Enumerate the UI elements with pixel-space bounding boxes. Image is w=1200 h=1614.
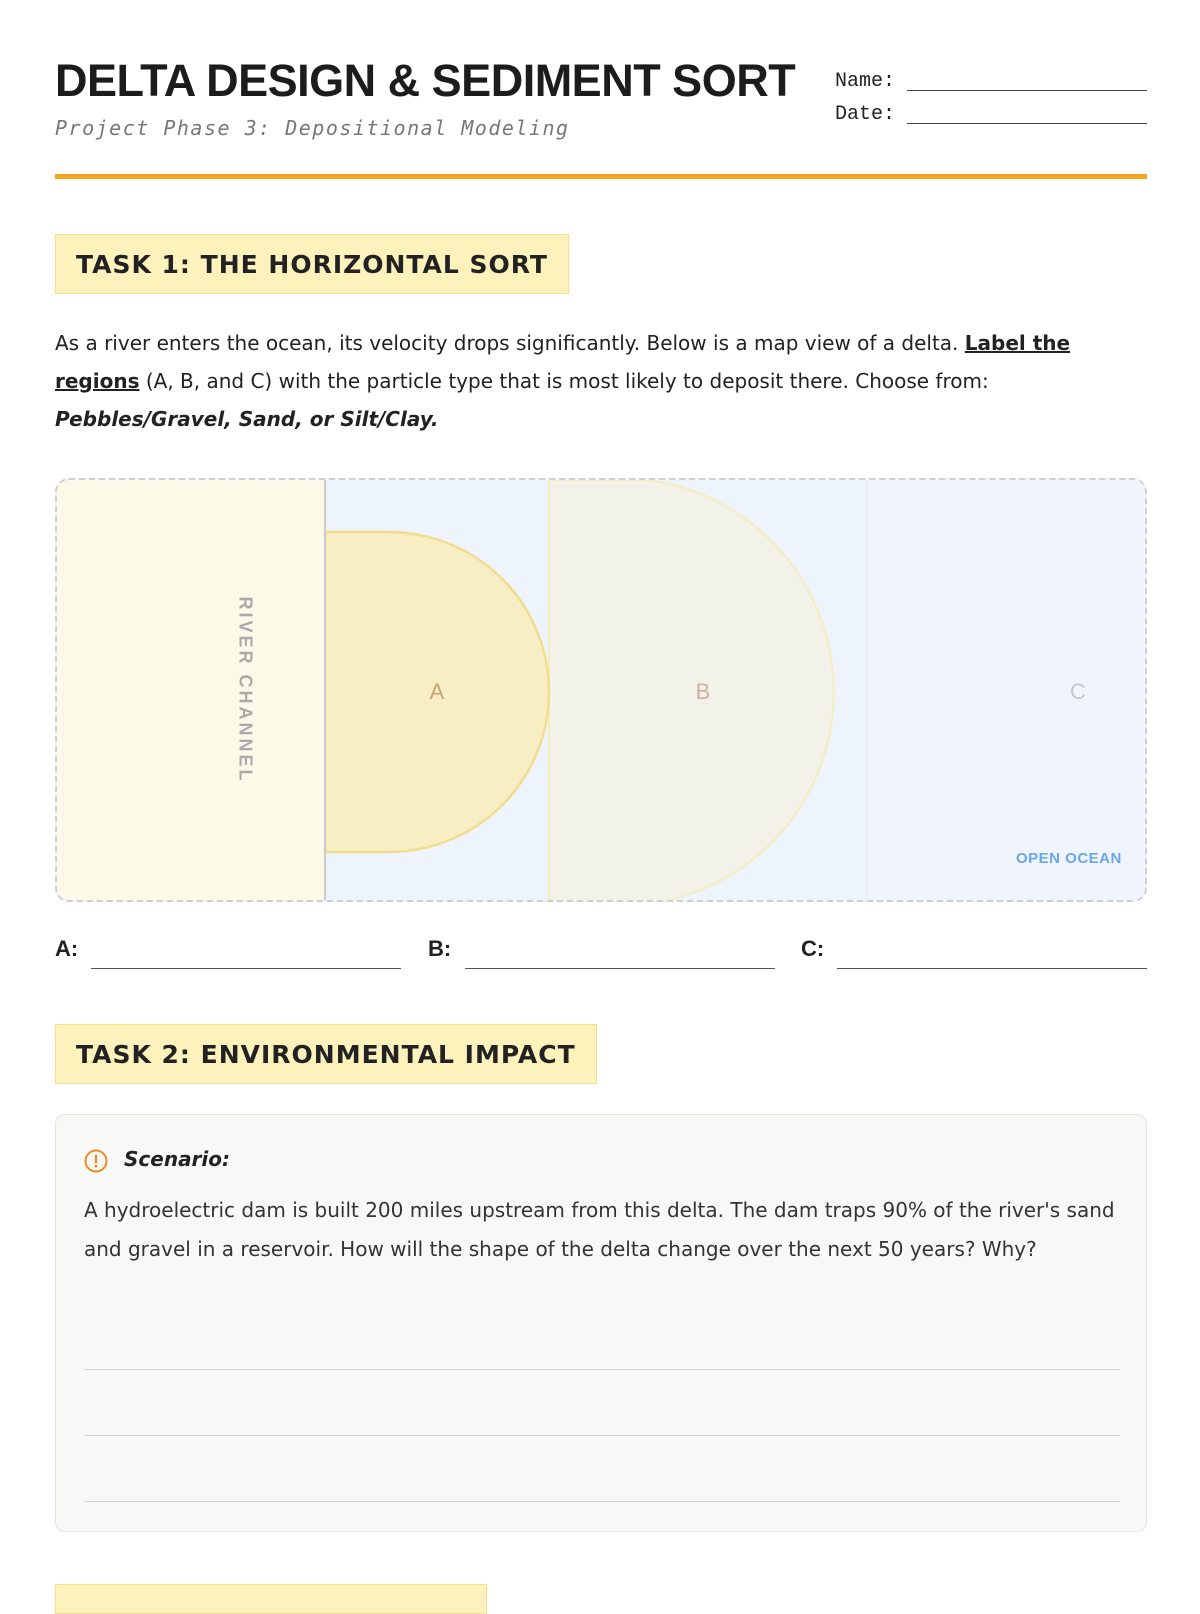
delta-map [55,478,1147,902]
river-channel-area [57,480,325,902]
header-divider [55,174,1147,179]
answer-b-label: B: [428,936,452,961]
intro-emphasis: Label the regions [55,331,1071,393]
answer-a-label: A: [55,936,79,961]
zone-c-label: C [1070,679,1086,704]
zone-a-label: A [429,679,445,704]
worksheet-page [55,0,1147,1600]
alert-circle-icon [84,1149,108,1173]
scenario-box [55,1114,1147,1532]
page-title: DELTA DESIGN & SEDIMENT SORT [55,55,796,106]
response-line-2[interactable] [84,1435,1120,1436]
name-label: Name: [835,70,896,93]
answer-a-line[interactable] [91,968,401,969]
zone-c-area [867,480,1147,902]
date-label: Date: [835,103,896,126]
task3-heading [55,1584,487,1614]
river-channel-label: RIVER CHANNEL [235,596,256,784]
date-line[interactable] [907,123,1147,124]
name-line[interactable] [907,90,1147,91]
task1-heading: TASK 1: THE HORIZONTAL SORT [55,234,569,294]
task1-instructions [55,324,1147,438]
scenario-text: A hydroelectric dam is built 200 miles upstream from this delta. The dam traps 90% of the river's sand and gravel in a reservoir. How will the shape of the delta change over the next 50 years? Why? [84,1198,1115,1261]
intro-middle: (A, B, and C) with the particle type that is most likely to deposit there. Choose from: [139,369,989,393]
scenario-label: Scenario: [124,1147,231,1171]
answer-c-label: C: [801,936,825,961]
page-subtitle: Project Phase 3: Depositional Modeling [55,116,570,140]
response-line-3[interactable] [84,1501,1120,1502]
task2-heading: TASK 2: ENVIRONMENTAL IMPACT [55,1024,597,1084]
answer-c-line[interactable] [837,968,1147,969]
zone-b-label: B [695,679,711,704]
open-ocean-label: OPEN OCEAN [1016,850,1122,867]
intro-lead: As a river enters the ocean, its velocity drops significantly. Below is a map view of a delta. [55,331,965,355]
intro-choices: Pebbles/Gravel, Sand, or Silt/Clay. [55,407,439,431]
answer-b-line[interactable] [465,968,775,969]
delta-map-graphic [57,480,1147,902]
response-line-1[interactable] [84,1369,1120,1370]
